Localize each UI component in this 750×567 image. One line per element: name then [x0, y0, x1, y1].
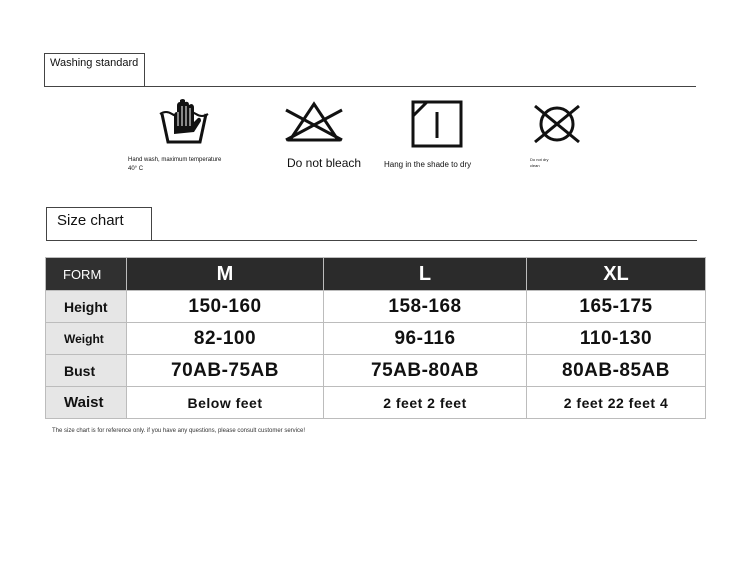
table-row [46, 323, 706, 355]
no-dry-clean-icon [530, 100, 584, 148]
table-row [46, 291, 706, 323]
size-header-row [46, 258, 706, 291]
table-cell: 75AB-80AB [324, 355, 527, 387]
table-cell: 80AB-85AB [527, 355, 706, 387]
no-bleach-caption: Do not bleach [287, 156, 362, 170]
row-label-height: Height [46, 291, 127, 323]
table-cell: 158-168 [324, 291, 527, 323]
size-chart-note: The size chart is for reference only. if you have any questions, please consult customer service! [52, 428, 306, 434]
table-cell: 110-130 [527, 323, 706, 355]
row-label-bust: Bust [46, 355, 127, 387]
hang-shade-dry-icon [411, 100, 463, 148]
size-header-xl: XL [527, 258, 706, 291]
table-cell: 82-100 [127, 323, 324, 355]
form-header: FORM [46, 258, 127, 291]
size-header-m: M [127, 258, 324, 291]
hand-wash-caption: Hand wash, maximum temperature [128, 157, 222, 163]
table-cell: 70AB-75AB [127, 355, 324, 387]
size-chart-header-line [46, 240, 697, 241]
hang-shade-dry-caption: Hang in the shade to dry [384, 160, 472, 169]
table-cell: 96-116 [324, 323, 527, 355]
row-label-weight: Weight [46, 323, 127, 355]
table-cell: 165-175 [527, 291, 706, 323]
hand-wash-icon [158, 96, 210, 148]
table-row [46, 355, 706, 387]
washing-title: Washing standard [50, 57, 139, 69]
size-header-l: L [324, 258, 527, 291]
size-chart-table [45, 257, 706, 419]
table-cell: 150-160 [127, 291, 324, 323]
table-cell: 2 feet 22 feet 4 [527, 387, 706, 419]
washing-header-line [44, 86, 696, 87]
table-cell: Below feet [127, 387, 324, 419]
size-chart-title: Size chart [57, 212, 124, 229]
table-cell: 2 feet 2 feet [324, 387, 527, 419]
row-label-waist: Waist [46, 387, 127, 419]
no-dry-clean-caption-2: clean [530, 163, 540, 168]
table-row [46, 387, 706, 419]
no-dry-clean-caption: Do not dry [530, 157, 549, 162]
no-bleach-icon [283, 100, 345, 144]
hand-wash-temp: 40° C [128, 166, 144, 172]
